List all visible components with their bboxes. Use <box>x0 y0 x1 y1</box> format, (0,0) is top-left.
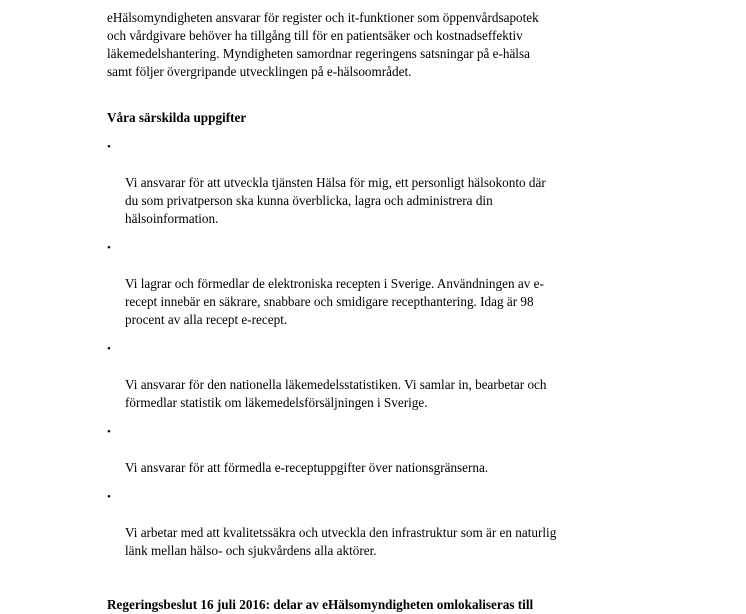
bullet-icon: • <box>107 426 111 438</box>
list-item <box>107 488 577 560</box>
document-page <box>107 9 577 614</box>
section-heading-regeringsbeslut: Regeringsbeslut 16 juli 2016: delar av eHälsomyndigheten omlokaliseras till <box>107 597 534 612</box>
bullet-icon: • <box>107 141 111 153</box>
list-item <box>107 423 577 477</box>
list-item-text: Vi ansvarar för att utveckla tjänsten Hälsa för mig, ett personligt hälsokonto där du som privatperson ska kunna överblicka, lagra och administrera din hälsoinformation. <box>125 175 546 226</box>
intro-paragraph: eHälsomyndigheten ansvarar för register och it-funktioner som öppenvårdsapotek och vårdgivare behöver ha tillgång till för en patientsäker och kostnadseffektiv läkemedelshantering. Myndigheten samordnar regeringens satsningar på e-hälsa samt följer övergripande utvecklingen på e-hälsoområdet. <box>107 10 539 79</box>
list-item-text: Vi lagrar och förmedlar de elektroniska recepten i Sverige. Användningen av e- recept innebär en säkrare, snabbare och smidigare recepthantering. Idag är 98 procent av alla recept e-recept. <box>125 276 544 327</box>
list-item <box>107 138 577 228</box>
section-heading-uppgifter: Våra särskilda uppgifter <box>107 110 247 125</box>
list-item <box>107 340 577 412</box>
list-item-text: Vi arbetar med att kvalitetssäkra och utveckla den infrastruktur som är en naturlig länk mellan hälso- och sjukvårdens alla aktörer. <box>125 525 557 558</box>
list-item-text: Vi ansvarar för att förmedla e-receptuppgifter över nationsgränserna. <box>125 460 489 475</box>
bullet-icon: • <box>107 491 111 503</box>
list-item-text: Vi ansvarar för den nationella läkemedelsstatistiken. Vi samlar in, bearbetar och förmedlar statistik om läkemedelsförsäljningen i Sverige. <box>125 377 547 410</box>
tasks-list <box>107 138 577 560</box>
bullet-icon: • <box>107 343 111 355</box>
bullet-icon: • <box>107 242 111 254</box>
list-item <box>107 239 577 329</box>
